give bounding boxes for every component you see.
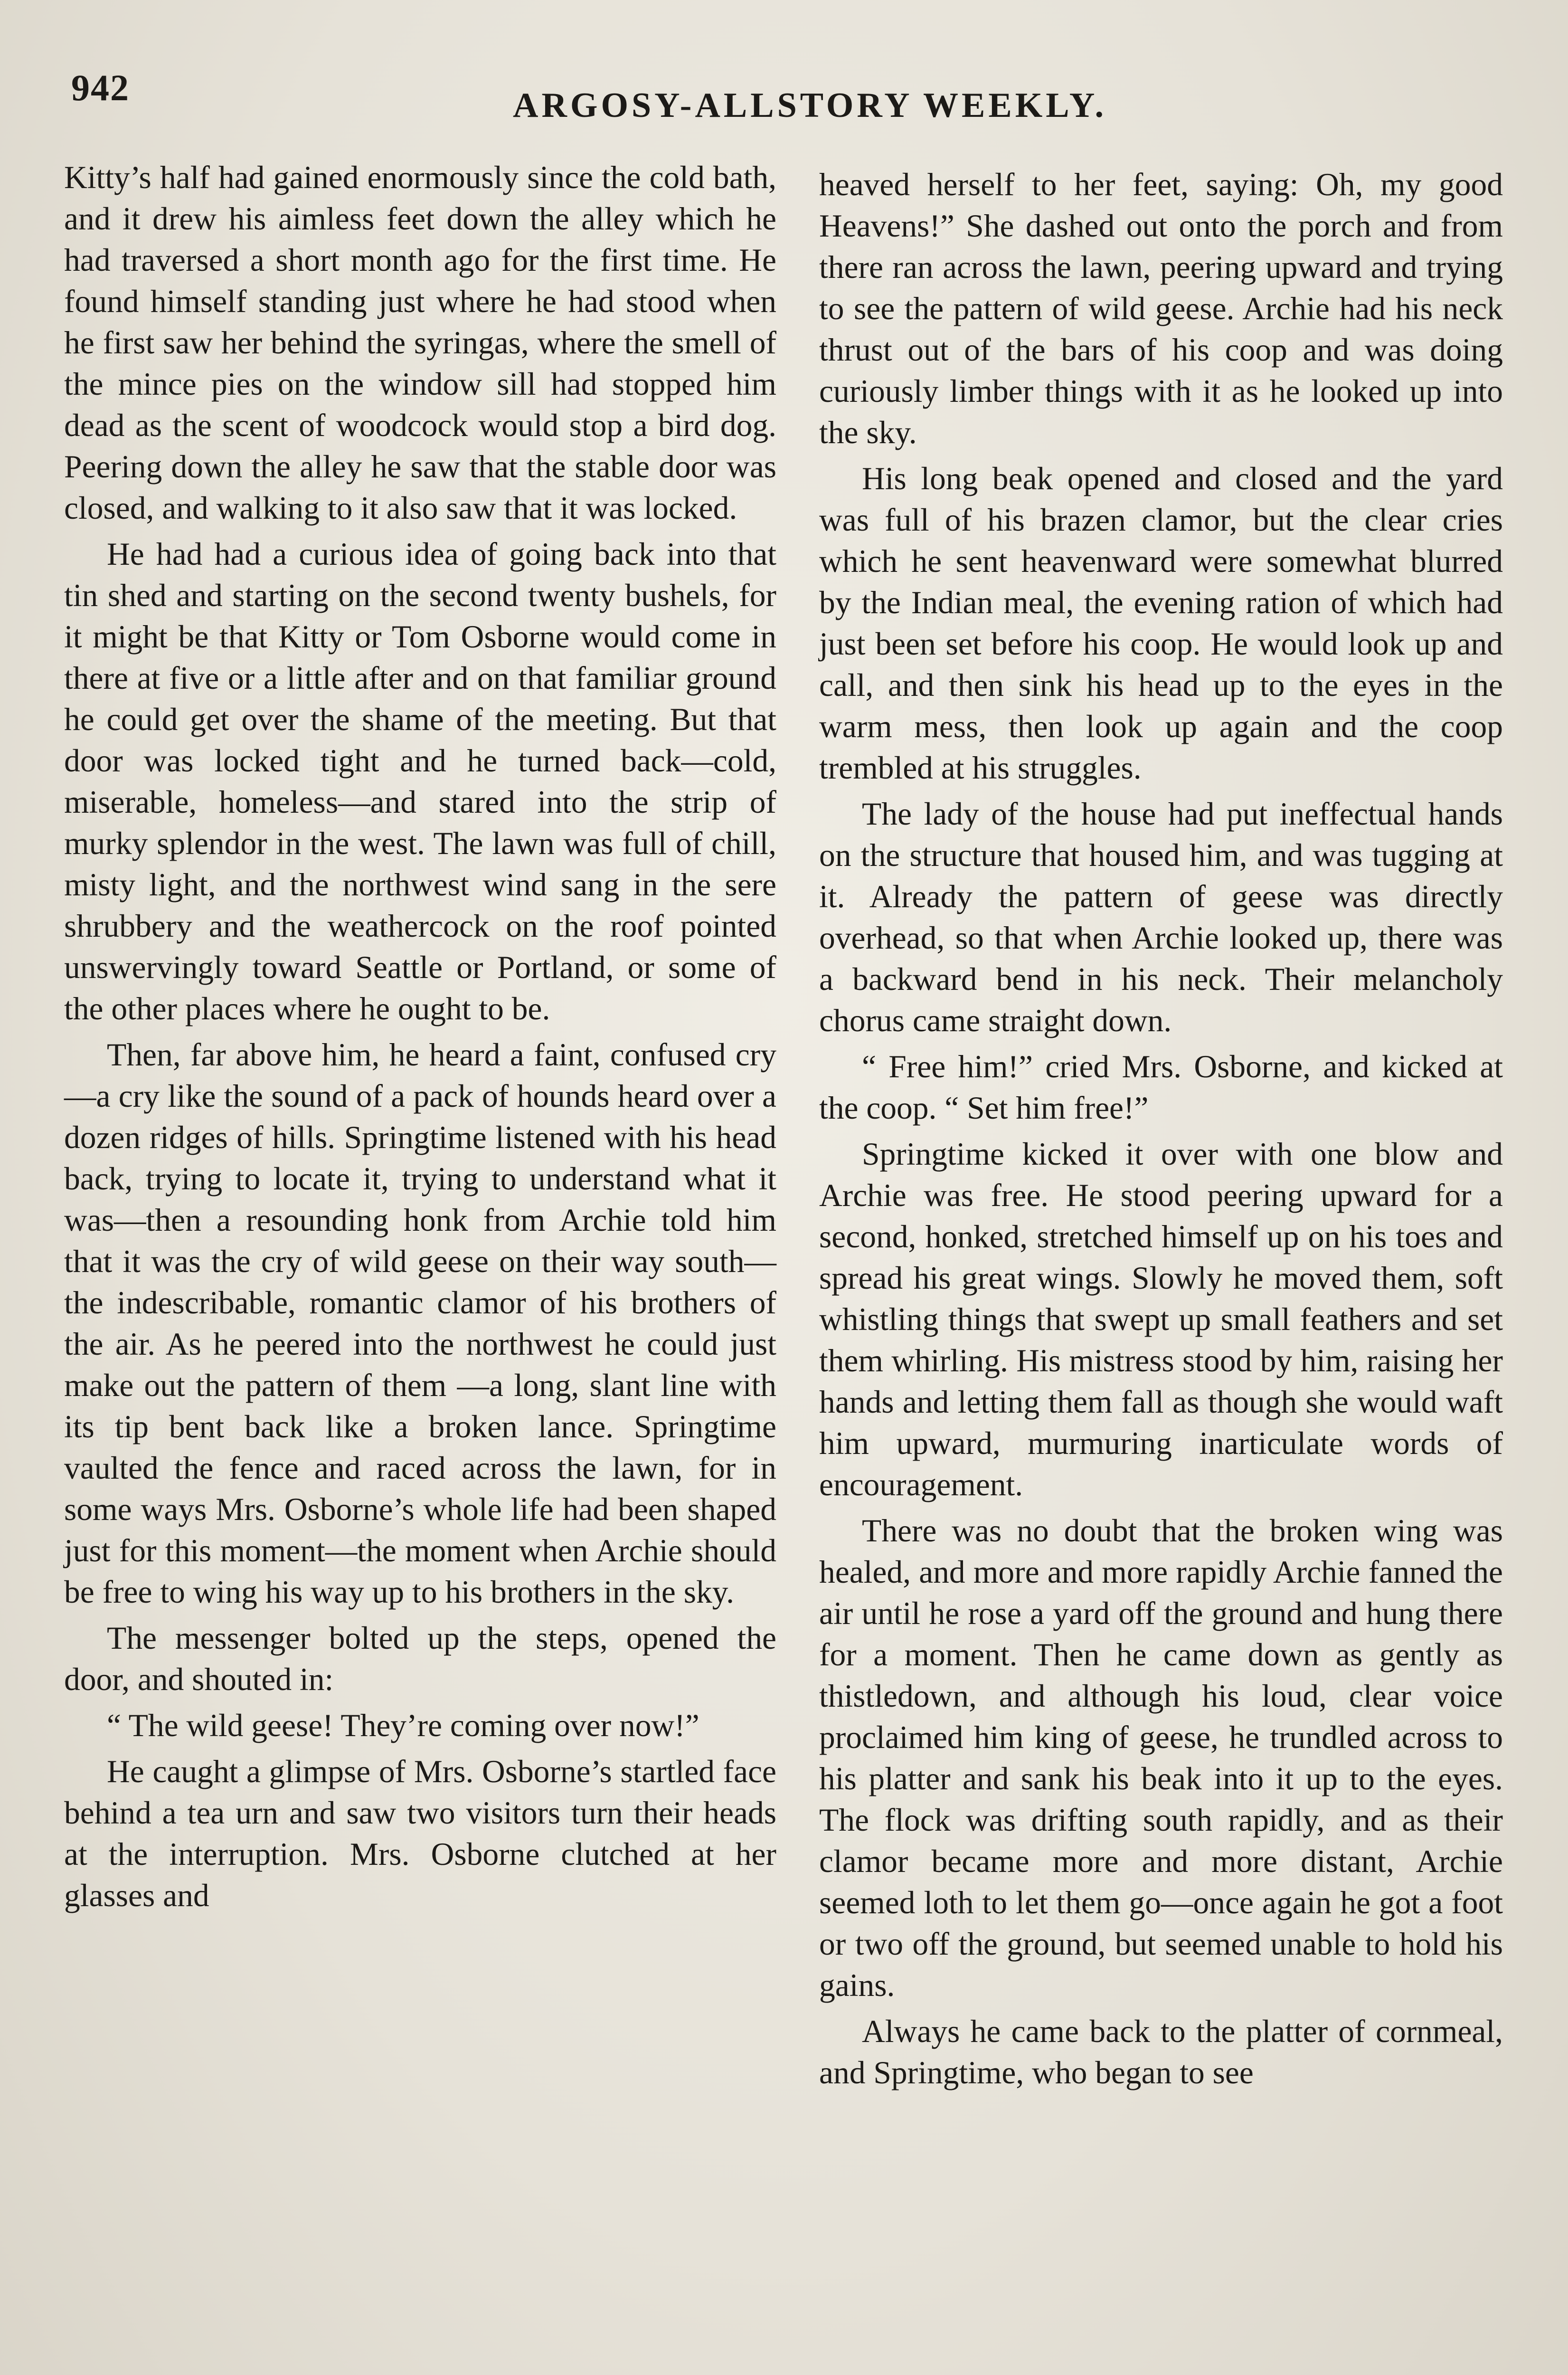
paragraph: Kitty’s half had gained enormously since the cold bath, and it drew his aimless feet down the alley which he had traversed a short month ago for the first time. He found himself standing just where he had stood when he first saw her behind the syringas, where the smell of the mince pies on the window sill had stopped him dead as the scent of woodcock would stop a bird dog. Peering down the alley he saw that the stable door was closed, and walking to it also saw that it was locked. xyxy=(64,160,776,526)
paragraph: The messenger bolted up the steps, opened the door, and shouted in: xyxy=(64,1620,776,1697)
paragraph: Springtime kicked it over with one blow and Archie was free. He stood peering upward for a second, honked, stretched himself up on his toes and spread his great wings. Slowly he moved them, soft whistling things that swept up small feathers and set them whirling. His mistress stood by him, raising her hands and letting them fall as though she would waft him upward, murmuring inarticulate words of encouragement. xyxy=(819,1136,1503,1502)
paragraph: He had had a curious idea of going back into that tin shed and starting on the second twenty bushels, for it might be that Kitty or Tom Osborne would come in there at five or a little after and on that familiar ground he could get over the shame of the meeting. But that door was locked tight and he turned back—cold, miserable, homeless—and stared into the strip of murky splendor in the west. The lawn was full of chill, misty light, and the northwest wind sang in the sere shrubbery and the weathercock on the roof pointed unswervingly toward Seattle or Portland, or some of the other places where he ought to be. xyxy=(64,536,776,1026)
paragraph: “ The wild geese! They’re coming over now!” xyxy=(107,1708,699,1743)
paragraph: heaved herself to her feet, saying: Oh, my good Heavens!” She dashed out onto the porch and from there ran across the lawn, peering upward and trying to see the pattern of wild geese. Archie had his neck thrust out of the bars of his coop and was doing curiously limber things with it as he looked up into the sky. xyxy=(819,167,1503,450)
running-head: ARGOSY-ALLSTORY WEEKLY. xyxy=(513,86,1107,125)
right-column xyxy=(819,164,1503,2093)
paragraph: Always he came back to the platter of cornmeal, and Springtime, who began to see xyxy=(819,2014,1503,2090)
page-number: 942 xyxy=(71,67,130,108)
paragraph: His long beak opened and closed and the yard was full of his brazen clamor, but the clear cries which he sent heavenward were somewhat blurred by the Indian meal, the evening ration of which had just been set before his coop. He would look up and call, and then sink his head up to the eyes in the warm mess, then look up again and the coop trembled at his struggles. xyxy=(819,461,1503,786)
left-column xyxy=(64,157,776,1916)
paragraph: “ Free him!” cried Mrs. Osborne, and kicked at the coop. “ Set him free!” xyxy=(819,1049,1503,1126)
paragraph: There was no doubt that the broken wing was healed, and more and more rapidly Archie fanned the air until he rose a yard off the ground and hung there for a moment. Then he came down as gently as thistledown, and although his loud, clear voice proclaimed him king of geese, he trundled across to his platter and sank his beak into it up to the eyes. The flock was drifting south rapidly, and as their clamor became more and more distant, Archie seemed loth to let them go—once again he got a foot or two off the ground, but seemed unable to hold his gains. xyxy=(819,1513,1503,2003)
paragraph: Then, far above him, he heard a faint, confused cry—a cry like the sound of a pack of hounds heard over a dozen ridges of hills. Springtime listened with his head back, trying to locate it, trying to understand what it was—then a resounding honk from Archie told him that it was the cry of wild geese on their way south—the indescribable, romantic clamor of his brothers of the air. As he peered into the northwest he could just make out the pattern of them —a long, slant line with its tip bent back like a broken lance. Springtime vaulted the fence and raced across the lawn, for in some ways Mrs. Osborne’s whole life had been shaped just for this moment—the moment when Archie should be free to wing his way up to his brothers in the sky. xyxy=(64,1037,776,1610)
paragraph: The lady of the house had put ineffectual hands on the structure that housed him, and was tugging at it. Already the pattern of geese was directly overhead, so that when Archie looked up, there was a backward bend in his neck. Their melancholy chorus came straight down. xyxy=(819,796,1503,1038)
paragraph: He caught a glimpse of Mrs. Osborne’s startled face behind a tea urn and saw two visitors turn their heads at the interruption. Mrs. Osborne clutched at her glasses and xyxy=(64,1754,776,1913)
